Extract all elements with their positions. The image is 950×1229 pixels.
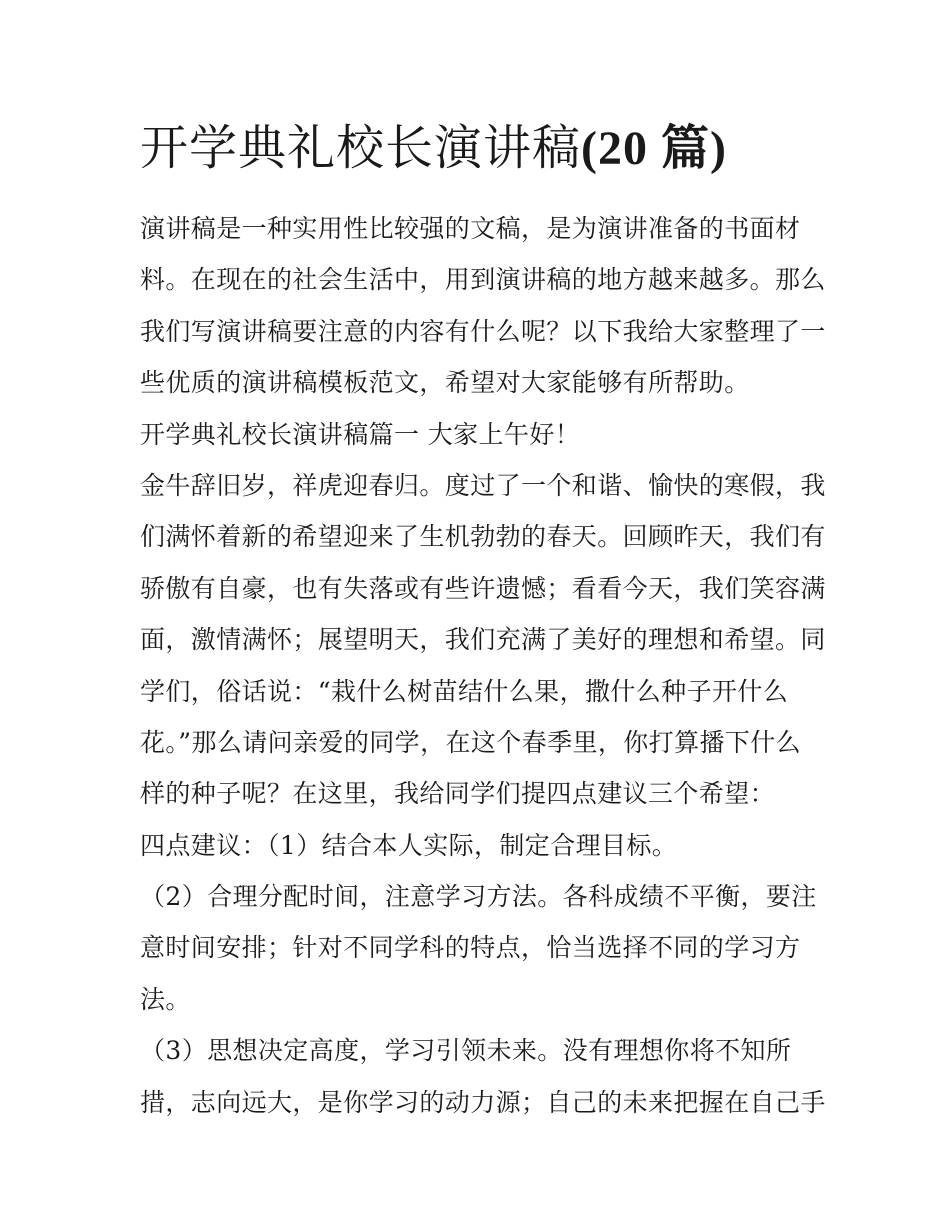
text-line: 金牛辞旧岁，祥虎迎春归。度过了一个和谐、愉快的寒假，我 xyxy=(140,470,826,500)
text-line: 面，激情满怀；展望明天，我们充满了美好的理想和希望。同 xyxy=(140,625,826,655)
text-line: （3）思想决定高度，学习引领未来。没有理想你将不知所 xyxy=(140,1036,792,1066)
text-line: 措，志向远大，是你学习的动力源；自己的未来把握在自己手 xyxy=(140,1087,826,1117)
text-line: 料。在现在的社会生活中，用到演讲稿的地方越来越多。那么 xyxy=(140,265,826,295)
title-text: 开学典礼校长演讲稿 xyxy=(140,120,582,176)
text-line: 们满怀着新的希望迎来了生机勃勃的春天。回顾昨天，我们有 xyxy=(140,522,826,552)
text-line: 我们写演讲稿要注意的内容有什么呢？以下我给大家整理了一 xyxy=(140,316,826,346)
section-heading: 开学典礼校长演讲稿篇一 大家上午好！ xyxy=(140,419,581,449)
text-line: 意时间安排；针对不同学科的特点，恰当选择不同的学习方 xyxy=(140,933,801,963)
text-line: 四点建议：（1）结合本人实际，制定合理目标。 xyxy=(140,830,678,860)
text-line: 骄傲有自豪，也有失落或有些许遗憾；看看今天，我们笑容满 xyxy=(140,573,826,603)
text-line: （2）合理分配时间，注意学习方法。各科成绩不平衡，要注 xyxy=(140,882,817,912)
document-title xyxy=(140,116,727,181)
text-line: 学们，俗话说：“栽什么树苗结什么果，撒什么种子开什么 xyxy=(140,676,789,706)
text-line: 花。”那么请问亲爱的同学，在这个春季里，你打算播下什么 xyxy=(140,727,802,757)
document-body xyxy=(140,203,826,1128)
text-line: 演讲稿是一种实用性比较强的文稿，是为演讲准备的书面材 xyxy=(140,214,801,243)
text-line: 样的种子呢？在这里，我给同学们提四点建议三个希望： xyxy=(140,779,776,809)
title-count: (20 篇) xyxy=(581,122,727,175)
text-line: 法。 xyxy=(140,984,191,1014)
text-line: 些优质的演讲稿模板范文，希望对大家能够有所帮助。 xyxy=(140,368,750,398)
